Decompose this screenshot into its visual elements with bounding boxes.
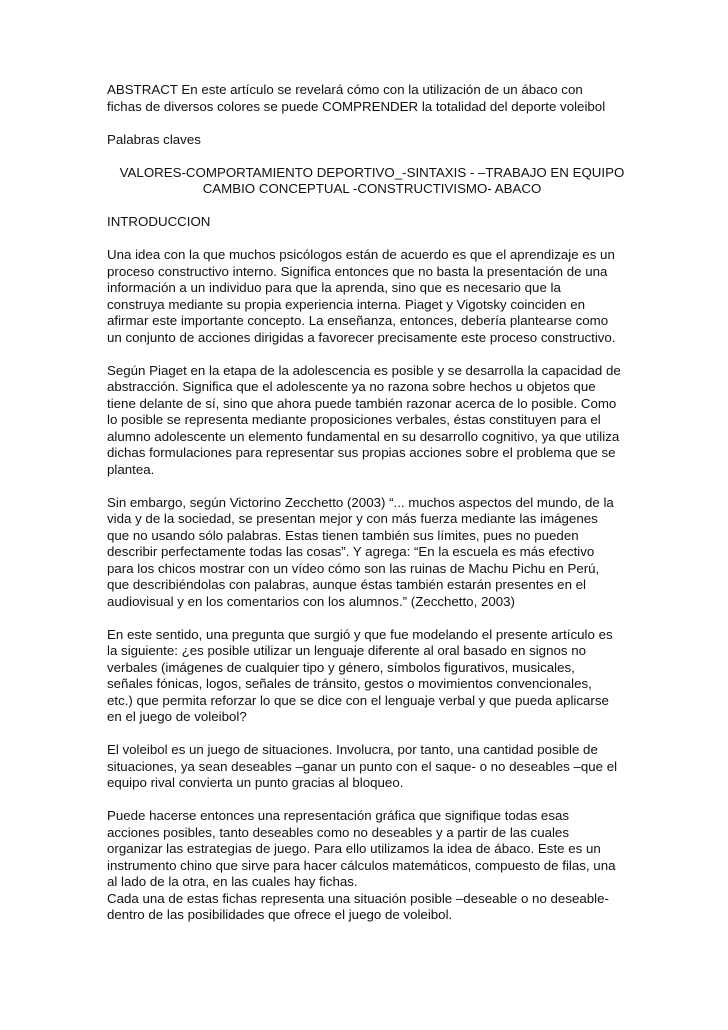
body-paragraph: Una idea con la que muchos psicólogos están de acuerdo es que el aprendizaje es un proceso constructivo interno. Significa entonces que no basta la presentación de una información a un individuo para que la aprenda, sino que es necesario que la construya mediante su propia experiencia interna. Piaget y Vigotsky coinciden en afirmar este importante concepto. La enseñanza, entonces, debería plantearse como un conjunto de acciones dirigidas a favorecer precisamente este proceso constructivo.: [107, 247, 616, 345]
abstract-paragraph: ABSTRACT En este artículo se revelará cómo con la utilización de un ábaco con fichas de diversos colores se puede COMPRENDER la totalidad del deporte voleibol: [107, 82, 606, 114]
body-paragraph: El voleibol es un juego de situaciones. Involucra, por tanto, una cantidad posible de situaciones, ya sean deseables –ganar un punto con el saque- o no deseables –que el equipo rival convierta un punto gracias al bloqueo.: [107, 742, 618, 790]
body-paragraph: Según Piaget en la etapa de la adolescencia es posible y se desarrolla la capacidad de abstracción. Significa que el adolescente ya no razona sobre hechos u objetos que tiene delante de sí, sino que ahora puede también razonar acerca de lo posible. Como lo posible se representa mediante proposiciones verbales, éstas constituyen para el alumno adolescente un elemento fundamental en su desarrollo cognitivo, ya que utiliza dichas formulaciones para representar sus propias acciones sobre el problema que se plantea.: [107, 362, 621, 477]
document-body: [107, 82, 637, 940]
body-paragraph: En este sentido, una pregunta que surgió y que fue modelando el presente artículo es la siguiente: ¿es posible utilizar un lenguaje diferente al oral basado en signos no verbales (imágenes de cualquier tipo y género, símbolos figurativos, musicales, señales fónicas, logos, señales de tránsito, gestos o movimientos convencionales, etc.) que permita reforzar lo que se dice con el lenguaje verbal y que pueda aplicarse en el juego de voleibol?: [107, 626, 613, 724]
body-paragraph: Sin embargo, según Victorino Zecchetto (2003) “... muchos aspectos del mundo, de la vida y de la sociedad, se presentan mejor y con más fuerza mediante las imágenes que no usando sólo palabras. Estas tienen también sus límites, pues no pueden describir perfectamente todas las cosas”. Y agrega: “En la escuela es más efectivo para los chicos mostrar con un vídeo cómo son las ruinas de Machu Pichu en Perú, que describiéndolas con palabras, aunque éstas también estarán presentes en el audiovisual y en los comentarios con los alumnos.” (Zecchetto, 2003): [107, 494, 614, 609]
keywords-heading: Palabras claves: [107, 131, 201, 147]
keywords-list: VALORES-COMPORTAMIENTO DEPORTIVO_-SINTAXIS - –TRABAJO EN EQUIPO CAMBIO CONCEPTUAL -CONSTRUCTIVISMO- ABACO: [119, 164, 625, 196]
body-paragraph: Puede hacerse entonces una representación gráfica que signifique todas esas acciones posibles, tanto deseables como no deseables y a partir de las cuales organizar las estrategias de juego. Para ello utilizamos la idea de ábaco. Este es un instrumento chino que sirve para hacer cálculos matemáticos, compuesto de filas, una al lado de la otra, en las cuales hay fichas. Cada una de estas fichas representa una situación posible –deseable o no deseable- dentro de las posibilidades que ofrece el juego de voleibol.: [107, 808, 616, 922]
section-heading: INTRODUCCION: [107, 214, 211, 229]
